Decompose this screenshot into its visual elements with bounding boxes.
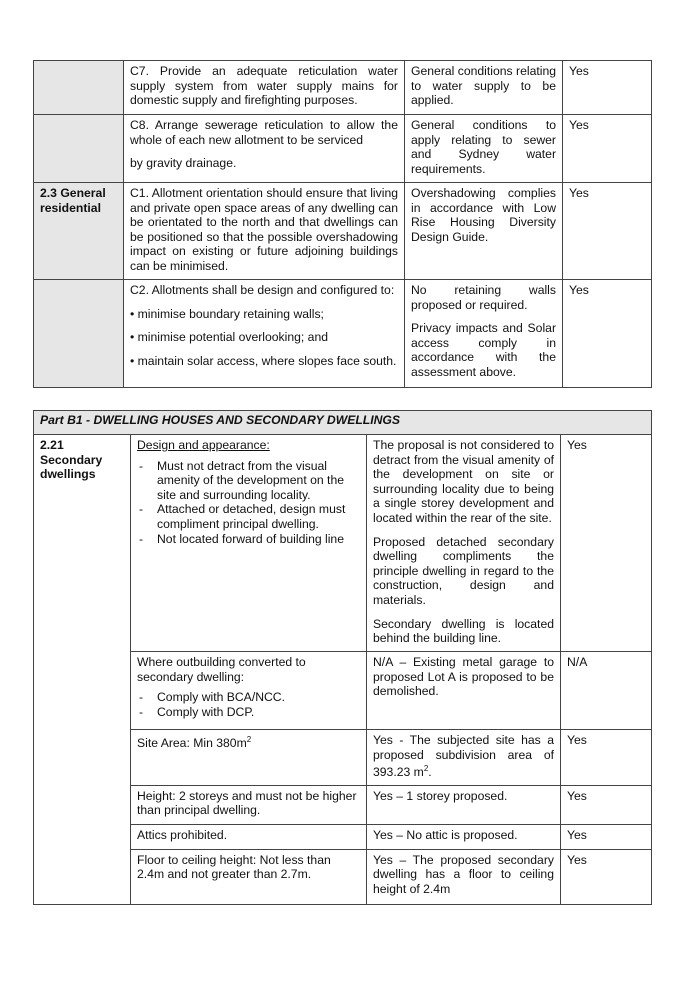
table-row bbox=[34, 435, 652, 652]
assessment-text: No retaining walls proposed or required. bbox=[411, 283, 556, 312]
requirement-heading: Design and appearance: bbox=[137, 438, 270, 452]
list-item: - Comply with DCP. bbox=[137, 705, 360, 720]
section-title: 2.3 General residential bbox=[34, 183, 124, 280]
bullet-item: • minimise boundary retaining walls; bbox=[130, 306, 324, 321]
requirement-list bbox=[137, 459, 360, 547]
requirement-text: C8. Arrange sewerage reticulation to allow the whole of each new allotment to be serviced bbox=[130, 118, 398, 147]
complies-cell: Yes bbox=[563, 280, 652, 388]
requirement-cell bbox=[131, 652, 367, 730]
section-cell bbox=[34, 61, 124, 115]
complies-cell: Yes bbox=[563, 115, 652, 183]
complies-cell: Yes bbox=[563, 183, 652, 280]
assessment-cell: Overshadowing complies in accordance with Low Rise Housing Diversity Design Guide. bbox=[405, 183, 563, 280]
part-header: Part B1 - DWELLING HOUSES AND SECONDARY DWELLINGS bbox=[34, 411, 652, 435]
bullet-item: • maintain solar access, where slopes face south. bbox=[130, 353, 397, 368]
requirement-text: C2. Allotments shall be design and configured to: bbox=[130, 283, 395, 297]
assessment-cell: Yes – 1 storey proposed. bbox=[367, 785, 561, 824]
bullet-item: • minimise potential overlooking; and bbox=[130, 330, 329, 345]
assessment-cell bbox=[367, 730, 561, 786]
complies-cell: Yes bbox=[561, 435, 652, 652]
assessment-cell: General conditions relating to water supply to be applied. bbox=[405, 61, 563, 115]
compliance-table-subdivision bbox=[33, 60, 652, 388]
superscript: 2 bbox=[246, 735, 252, 744]
list-item: - Attached or detached, design must compliment principal dwelling. bbox=[137, 502, 360, 531]
requirement-text: Site Area: Min 380m bbox=[137, 736, 247, 751]
complies-cell: Yes bbox=[561, 730, 652, 786]
table-row bbox=[34, 183, 652, 280]
assessment-text: Proposed detached secondary dwelling compliments the principle dwelling in regard to the construction, design and materials. bbox=[373, 534, 554, 607]
complies-cell: Yes bbox=[561, 824, 652, 849]
section-cell bbox=[34, 280, 124, 388]
assessment-cell: N/A – Existing metal garage to proposed Lot A is proposed to be demolished. bbox=[367, 652, 561, 730]
requirement-cell bbox=[131, 435, 367, 652]
assessment-cell bbox=[367, 435, 561, 652]
compliance-table-secondary-dwellings bbox=[33, 410, 652, 905]
requirement-cell: C1. Allotment orientation should ensure that living and private open space areas of any dwelling can be orientated to the north and that dwellings can be positioned so that the possible overshadowing impact on existing or future adjoining buildings can be minimised. bbox=[124, 183, 405, 280]
assessment-text: The proposal is not considered to detract from the visual amenity of the development on site or surrounding locality due to being a single storey development and located within the rear of the site. bbox=[373, 438, 554, 525]
assessment-text: Yes - The subjected site has a proposed subdivision area of 393.23 m bbox=[373, 733, 554, 780]
section-title: 2.21 Secondary dwellings bbox=[34, 435, 131, 905]
part-header-row bbox=[34, 411, 652, 435]
requirement-cell bbox=[124, 280, 405, 388]
complies-cell: Yes bbox=[561, 849, 652, 904]
requirement-list bbox=[137, 690, 360, 719]
requirement-cell: Floor to ceiling height: Not less than 2.4m and not greater than 2.7m. bbox=[131, 849, 367, 904]
list-item: - Comply with BCA/NCC. bbox=[137, 690, 360, 705]
requirement-heading: Where outbuilding converted to secondary dwelling: bbox=[137, 655, 306, 684]
assessment-text: Secondary dwelling is located behind the building line. bbox=[373, 616, 554, 646]
complies-cell: Yes bbox=[563, 61, 652, 115]
complies-cell: Yes bbox=[561, 785, 652, 824]
assessment-cell: Yes – No attic is proposed. bbox=[367, 824, 561, 849]
requirement-cell: C7. Provide an adequate reticulation water supply system from water supply mains for domestic supply and firefighting purposes. bbox=[124, 61, 405, 115]
list-item: - Must not detract from the visual amenity of the development on the site and surrounding locality. bbox=[137, 459, 360, 503]
requirement-cell bbox=[131, 730, 367, 786]
requirement-text: by gravity drainage. bbox=[130, 156, 237, 171]
list-item: - Not located forward of building line bbox=[137, 532, 360, 547]
requirement-cell: Height: 2 storeys and must not be higher than principal dwelling. bbox=[131, 785, 367, 824]
assessment-text: Privacy impacts and Solar access comply in accordance with the assessment above. bbox=[411, 321, 556, 379]
table-row bbox=[34, 61, 652, 115]
table-row bbox=[34, 115, 652, 183]
section-cell bbox=[34, 115, 124, 183]
requirement-cell: Attics prohibited. bbox=[131, 824, 367, 849]
table-row bbox=[34, 280, 652, 388]
complies-cell: N/A bbox=[561, 652, 652, 730]
assessment-cell: Yes – The proposed secondary dwelling has a floor to ceiling height of 2.4m bbox=[367, 849, 561, 904]
requirement-cell bbox=[124, 115, 405, 183]
assessment-text-end: . bbox=[428, 765, 432, 780]
superscript: 2 bbox=[423, 764, 429, 774]
assessment-cell: General conditions to apply relating to sewer and Sydney water requirements. bbox=[405, 115, 563, 183]
assessment-cell bbox=[405, 280, 563, 388]
